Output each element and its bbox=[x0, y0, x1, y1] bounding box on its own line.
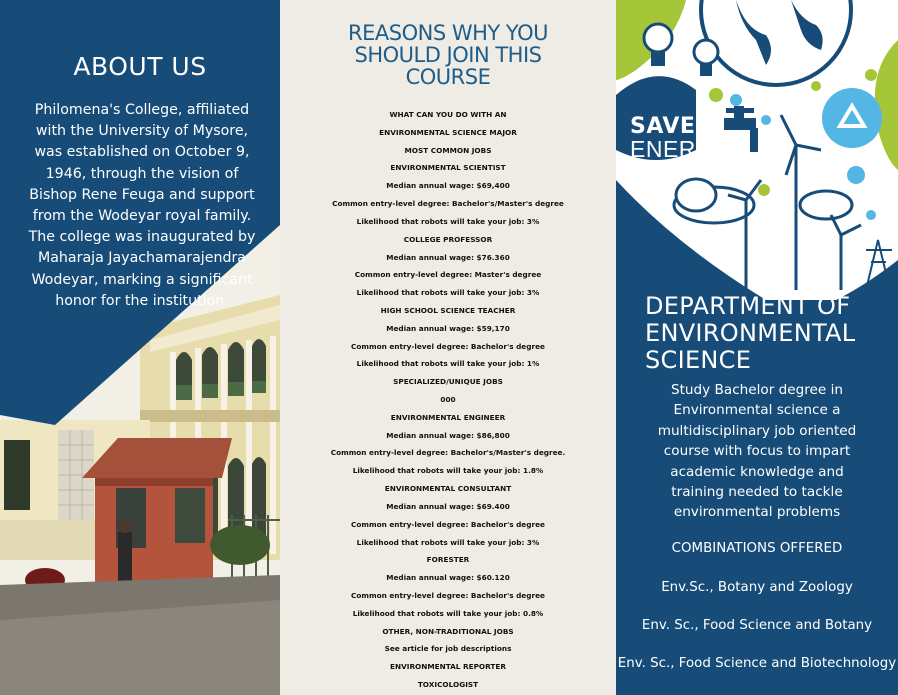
about-panel bbox=[0, 0, 280, 695]
jobs-line: See article for job descriptions bbox=[384, 644, 512, 654]
jobs-line: SPECIALIZED/UNIQUE JOBS bbox=[393, 377, 503, 387]
jobs-line: Likelihood that robots will take your job: 3% bbox=[356, 216, 540, 226]
reasons-title bbox=[280, 22, 616, 88]
jobs-line: FORESTER bbox=[426, 555, 470, 565]
jobs-line: Median annual wage: $69.400 bbox=[386, 501, 510, 511]
description-line: environmental problems bbox=[673, 504, 841, 521]
jobs-line: MOST COMMON JOBS bbox=[404, 145, 492, 155]
jobs-line: Common entry-level degree: Bachelor's/Master's degree bbox=[332, 199, 564, 209]
jobs-line: Common entry-level degree: Bachelor's degree bbox=[351, 590, 545, 600]
jobs-line: ENVIRONMENTAL SCIENCE MAJOR bbox=[379, 127, 517, 137]
jobs-line: Common entry-level degree: Bachelor's degree bbox=[351, 519, 545, 529]
jobs-line: Common entry-level degree: Bachelor's/Master's degree. bbox=[330, 448, 566, 458]
combination-item: Env. Sc., Food Science and Biotechnology bbox=[617, 656, 897, 671]
jobs-line: Likelihood that robots will take your job: 3% bbox=[356, 288, 540, 298]
jobs-line: ENVIRONMENTAL ENGINEER bbox=[390, 412, 506, 422]
jobs-line: HIGH SCHOOL SCIENCE TEACHER bbox=[380, 305, 516, 315]
jobs-line: Likelihood that robots will take your job: 1.8% bbox=[352, 466, 544, 476]
jobs-line: Median annual wage: $86,800 bbox=[386, 430, 510, 440]
department-panel bbox=[616, 0, 898, 695]
jobs-line: Median annual wage: $76.360 bbox=[386, 252, 510, 262]
jobs-line: COLLEGE PROFESSOR bbox=[403, 234, 493, 244]
combination-item: Env.Sc., Botany and Zoology bbox=[661, 580, 853, 595]
combination-item: Env. Sc., Food Science and Botany bbox=[641, 618, 873, 633]
jobs-line: ENVIRONMENTAL REPORTER bbox=[389, 662, 506, 672]
reasons-title-line: SHOULD JOIN THIS bbox=[354, 43, 542, 67]
description-line: multidisciplinary job oriented bbox=[657, 422, 857, 439]
department-title-line: SCIENCE bbox=[645, 346, 752, 374]
department-title-line: DEPARTMENT OF bbox=[645, 292, 851, 320]
description-line: Environmental science a bbox=[673, 402, 841, 419]
jobs-line: ENVIRONMENTAL CONSULTANT bbox=[384, 484, 512, 494]
jobs-line: TOXICOLOGIST bbox=[417, 680, 479, 689]
jobs-line: Likelihood that robots will take your job: 3% bbox=[356, 537, 540, 547]
jobs-line: Likelihood that robots will take your job: 1% bbox=[356, 359, 540, 369]
description-line: course with focus to impart bbox=[663, 443, 851, 460]
department-title-line: ENVIRONMENTAL bbox=[645, 319, 856, 347]
reasons-panel bbox=[280, 0, 616, 695]
save-label: SAVE bbox=[630, 114, 696, 139]
jobs-line: Median annual wage: $60.120 bbox=[386, 573, 510, 583]
jobs-line: WHAT CAN YOU DO WITH AN bbox=[389, 110, 507, 119]
description-line: training needed to tackle bbox=[671, 484, 843, 501]
jobs-line: ENVIRONMENTAL SCIENTIST bbox=[390, 163, 506, 173]
reasons-title-line: COURSE bbox=[405, 65, 491, 89]
save-energy-badge bbox=[630, 116, 730, 160]
energy-label: ENERGY bbox=[630, 136, 731, 162]
reasons-title-line: REASONS WHY YOU bbox=[348, 21, 548, 45]
department-description bbox=[616, 380, 898, 523]
description-line: Study Bachelor degree in bbox=[670, 382, 844, 398]
about-text: Philomena's College, affiliated with the University of Mysore, was established on October 9, 1946, through the vision of Bishop Rene Feuga and support from the Wodeyar royal family. The college was inaugurated by Maharaja Jayachamarajendra Wodeyar, marking a significant honor for the institution. bbox=[28, 102, 256, 309]
jobs-line: Median annual wage: $59,170 bbox=[386, 323, 510, 333]
about-title: ABOUT US bbox=[73, 52, 207, 81]
jobs-list bbox=[280, 106, 616, 694]
description-line: academic knowledge and bbox=[670, 463, 844, 480]
jobs-line: 000 bbox=[440, 395, 456, 404]
jobs-line: Likelihood that robots will take your job: 0.8% bbox=[352, 608, 544, 618]
jobs-line: OTHER, NON-TRADITIONAL JOBS bbox=[382, 626, 514, 636]
jobs-line: Common entry-level degree: Master's degree bbox=[354, 270, 542, 280]
department-title bbox=[645, 293, 895, 374]
jobs-line: Median annual wage: $69,400 bbox=[386, 181, 510, 191]
jobs-line: Common entry-level degree: Bachelor's degree bbox=[351, 341, 545, 351]
combinations-title: COMBINATIONS OFFERED bbox=[671, 541, 843, 556]
